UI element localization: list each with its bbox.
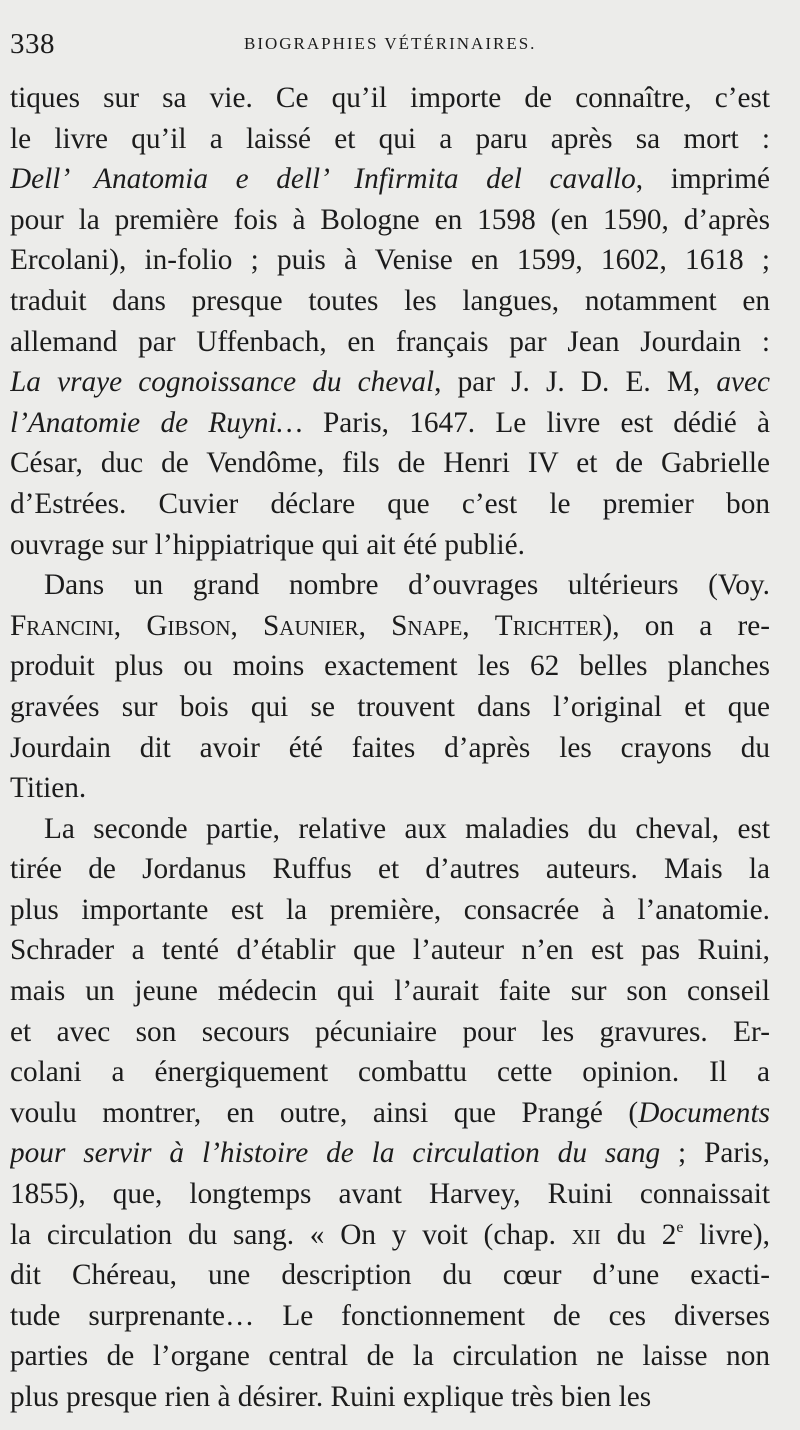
text-line <box>10 930 770 971</box>
text-line <box>10 484 770 525</box>
text-run: d’Estrées. Cuvier déclare que c’est le premier bon <box>10 487 770 520</box>
text-line <box>10 1215 770 1256</box>
text-run: parties de l’organe central de la circulation ne laisse non <box>10 1340 770 1373</box>
text-line <box>10 322 770 363</box>
superscript-text: e <box>676 1218 684 1236</box>
text-line <box>10 1336 770 1377</box>
body-text <box>10 78 770 1418</box>
text-run: , <box>462 609 495 642</box>
text-line <box>10 1052 770 1093</box>
text-run: , imprimé <box>635 163 770 196</box>
running-head <box>10 28 770 68</box>
text-line <box>10 849 770 890</box>
text-line <box>10 1093 770 1134</box>
text-line <box>10 768 770 809</box>
paragraph <box>10 78 770 565</box>
text-run: 1855), que, longtemps avant Harvey, Ruini connaissait <box>10 1178 770 1211</box>
text-run: ouvrage sur l’hippiatrique qui ait été publié. <box>10 528 525 561</box>
text-run: dit Chéreau, une description du cœur d’une exacti- <box>10 1259 770 1292</box>
paragraph <box>10 565 770 809</box>
small-caps-text: Trichter <box>494 609 603 642</box>
text-run: traduit dans presque toutes les langues, notamment en <box>10 284 770 317</box>
text-run: pour la première fois à Bologne en 1598 (en 1590, d’après <box>10 203 770 236</box>
text-run: allemand par Uffenbach, en français par Jean Jourdain : <box>10 325 770 358</box>
text-line <box>10 1012 770 1053</box>
text-line <box>10 200 770 241</box>
text-line <box>10 606 770 647</box>
small-caps-text: Francini <box>10 609 114 642</box>
text-run: livre), <box>683 1218 770 1251</box>
text-line <box>10 78 770 119</box>
text-run: Ercolani), in-folio ; puis à Venise en 1599, 1602, 1618 ; <box>10 244 770 277</box>
text-run: ; Paris, <box>660 1137 770 1170</box>
text-run: mais un jeune médecin qui l’aurait faite sur son conseil <box>10 975 770 1008</box>
text-run: tirée de Jordanus Ruffus et d’autres auteurs. Mais la <box>10 853 770 886</box>
text-line <box>10 728 770 769</box>
italic-text: avec <box>716 366 770 399</box>
text-run: La seconde partie, relative aux maladies du cheval, est <box>44 812 770 845</box>
text-line <box>10 159 770 200</box>
paragraph <box>10 809 770 1418</box>
text-run: Dans un grand nombre d’ouvrages ultérieurs (Voy. <box>44 569 770 602</box>
text-line <box>10 565 770 606</box>
small-caps-text: Saunier <box>263 609 359 642</box>
text-line <box>10 1174 770 1215</box>
text-line <box>10 890 770 931</box>
text-run: Schrader a tenté d’établir que l’auteur n’en est pas Ruini, <box>10 934 770 967</box>
italic-text: l’Anatomie de Ruyni… <box>10 406 303 439</box>
text-line <box>10 1296 770 1337</box>
text-run: et avec son secours pécuniaire pour les gravures. Er- <box>10 1015 770 1048</box>
text-run: , <box>358 609 392 642</box>
text-run: , <box>230 609 263 642</box>
italic-text: Dell’ Anatomia e dell’ Infirmita del cavallo <box>10 163 636 196</box>
text-run: , par J. J. D. E. M, <box>434 366 717 399</box>
text-line <box>10 362 770 403</box>
small-caps-text: Gibson <box>146 609 231 642</box>
text-run: le livre qu’il a laissé et qui a paru après sa mort : <box>10 122 770 155</box>
text-run: plus importante est la première, consacrée à l’anatomie. <box>10 893 770 926</box>
text-run: César, duc de Vendôme, fils de Henri IV et de Gabrielle <box>10 447 770 480</box>
italic-text: La vraye cognoissance du cheval <box>10 366 435 399</box>
text-run: gravées sur bois qui se trouvent dans l’original et que <box>10 690 770 723</box>
text-line <box>10 443 770 484</box>
text-run: tude surprenante… Le fonctionnement de ces diverses <box>10 1299 770 1332</box>
text-run: produit plus ou moins exactement les 62 belles planches <box>10 650 770 683</box>
text-line <box>10 971 770 1012</box>
text-run: , <box>113 609 147 642</box>
text-line <box>10 1377 770 1418</box>
italic-text: pour servir à l’histoire de la circulation du sang <box>10 1137 661 1170</box>
text-line <box>10 809 770 850</box>
page-number: 338 <box>10 28 55 60</box>
text-line <box>10 1133 770 1174</box>
text-line <box>10 646 770 687</box>
text-run: Paris, 1647. Le livre est dédié à <box>302 406 770 439</box>
text-run: Jourdain dit avoir été faites d’après les crayons du <box>10 731 770 764</box>
text-line <box>10 1255 770 1296</box>
text-line <box>10 403 770 444</box>
text-line <box>10 240 770 281</box>
small-caps-text: xii <box>571 1218 601 1251</box>
text-line <box>10 281 770 322</box>
small-caps-text: Snape <box>391 609 463 642</box>
italic-text: Documents <box>638 1096 770 1129</box>
text-line <box>10 687 770 728</box>
text-run: tiques sur sa vie. Ce qu’il importe de connaître, c’est <box>10 82 770 114</box>
text-run: ), on a re- <box>602 609 770 642</box>
text-run: la circulation du sang. « On y voit (chap. <box>10 1218 572 1251</box>
text-run: du 2 <box>600 1218 677 1251</box>
text-run: Titien. <box>10 772 87 805</box>
text-line <box>10 119 770 160</box>
text-run: voulu montrer, en outre, ainsi que Prangé ( <box>10 1096 639 1129</box>
text-run: plus presque rien à désirer. Ruini explique très bien les <box>10 1381 652 1413</box>
text-run: colani a énergiquement combattu cette opinion. Il a <box>10 1056 770 1089</box>
text-line <box>10 525 770 566</box>
running-title: BIOGRAPHIES VÉTÉRINAIRES. <box>244 34 537 53</box>
